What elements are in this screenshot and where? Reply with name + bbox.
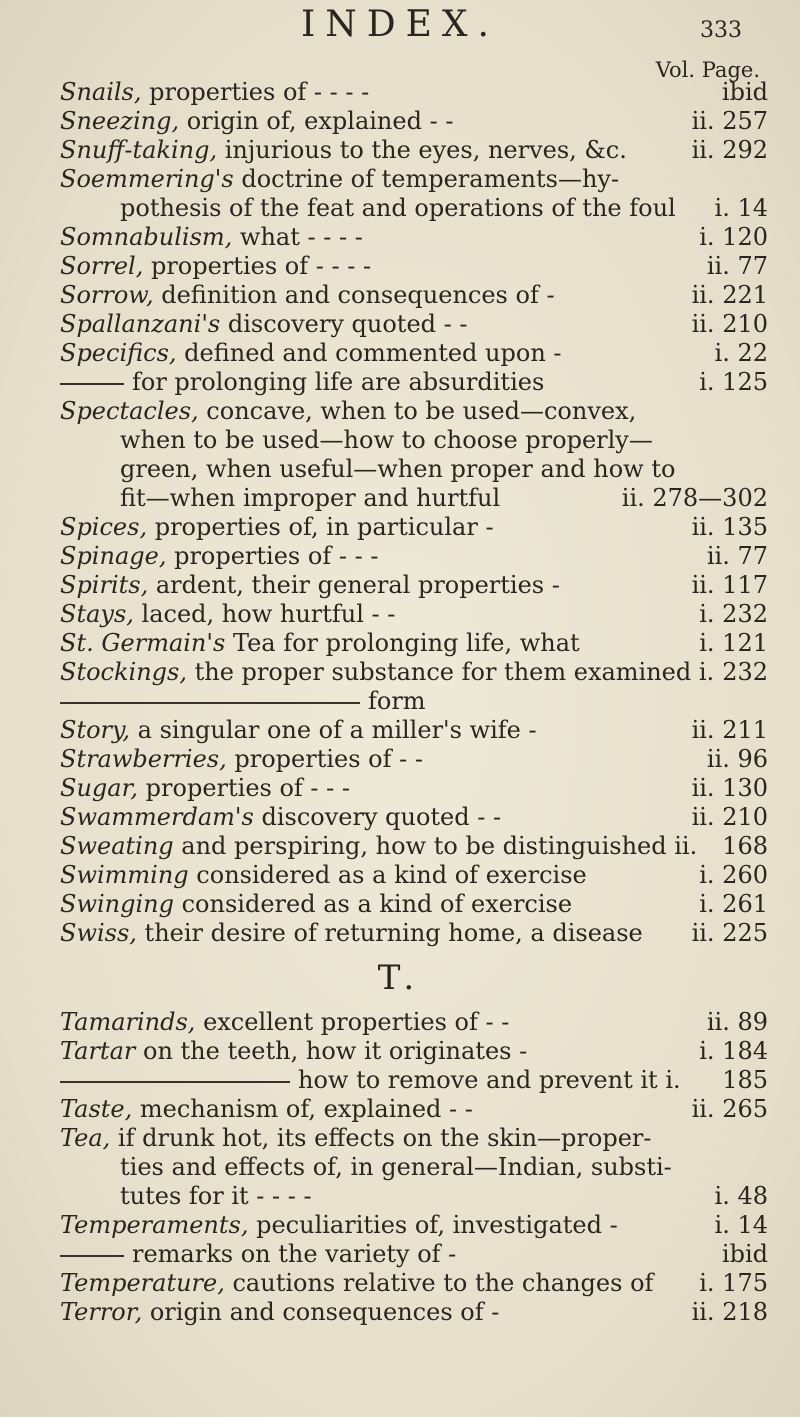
entry-body: properties of - - - - [143, 252, 372, 280]
entry-body: Tea for prolonging life, what [225, 629, 580, 657]
entry-body: tutes for it - - - - [120, 1182, 312, 1210]
column-header: Vol. Page. [655, 58, 760, 82]
entry-text [120, 1153, 672, 1182]
entry-text [60, 397, 636, 426]
entry-head: Spinage, [60, 542, 167, 570]
index-entry [0, 1066, 800, 1095]
entry-body: and perspiring, how to be distinguished ii. [173, 832, 698, 860]
entry-body: discovery quoted - - [253, 803, 502, 831]
entry-body: what - - - - [232, 223, 363, 251]
entry-reference: i. 184 [699, 1037, 768, 1065]
entry-head: Snuff-taking, [60, 136, 218, 164]
entry-body: cautions relative to the changes of [224, 1269, 654, 1297]
index-entry [0, 1182, 800, 1211]
entry-body: a singular one of a miller's wife - [130, 716, 537, 744]
entry-body: properties of - - - - [141, 78, 370, 106]
entry-reference: ii. 117 [691, 571, 768, 599]
entry-head: Taste, [60, 1095, 133, 1123]
entry-reference: ii. 221 [691, 281, 768, 309]
entry-text [60, 1066, 681, 1095]
index-entry [0, 1037, 800, 1066]
entry-text [60, 1095, 473, 1124]
entry-reference: i. 175 [699, 1269, 768, 1297]
index-entry [0, 890, 800, 919]
entry-reference: i. 261 [699, 890, 768, 918]
index-entry [0, 1298, 800, 1327]
entry-text [60, 600, 395, 629]
entry-body: properties of - - [226, 745, 423, 773]
section-letter: T. [377, 958, 423, 998]
entry-reference: ii. 211 [691, 716, 768, 744]
entry-head: Swammerdam's [60, 803, 254, 831]
entry-text [60, 223, 363, 252]
entry-reference: ii. 292 [691, 136, 768, 164]
entry-head: Spices, [60, 513, 148, 541]
entry-body: pothesis of the feat and operations of the foul [120, 194, 676, 222]
entry-text [60, 861, 587, 890]
entry-head: Terror, [60, 1298, 143, 1326]
entry-text [60, 745, 423, 774]
entry-text [60, 687, 426, 716]
entry-text [60, 339, 562, 368]
entry-body: laced, how hurtful - - [133, 600, 396, 628]
ditto-dash [60, 702, 360, 704]
entry-text [60, 832, 697, 861]
entry-head: Sneezing, [60, 107, 180, 135]
entry-body: remarks on the variety of - [132, 1240, 457, 1268]
entry-reference: ii. 130 [691, 774, 768, 802]
entry-text [60, 890, 572, 919]
entry-body: when to be used—how to choose properly— [120, 426, 653, 454]
entry-text [60, 919, 643, 948]
entry-reference: i. 14 [714, 1211, 768, 1239]
entry-body: mechanism of, explained - - [132, 1095, 473, 1123]
entry-reference: i. 125 [699, 368, 768, 396]
index-entry [0, 455, 800, 484]
entry-text [60, 165, 619, 194]
entry-reference: 168 [722, 832, 768, 860]
entry-body: considered as a kind of exercise [188, 861, 587, 889]
entry-reference: 185 [722, 1066, 768, 1094]
entry-reference: 232 [722, 658, 768, 686]
entry-reference: ii. 278—302 [621, 484, 768, 512]
entry-reference: ii. 135 [691, 513, 768, 541]
entry-text [60, 368, 544, 397]
entry-reference: i. 121 [699, 629, 768, 657]
entry-head: Spallanzani's [60, 310, 221, 338]
index-entry [0, 1008, 800, 1037]
entry-text [60, 281, 555, 310]
entry-head: St. Germain's [60, 629, 226, 657]
entry-text [60, 1211, 618, 1240]
entry-text [60, 513, 494, 542]
entry-reference: i. 14 [714, 194, 768, 222]
entry-body: properties of - - - [166, 542, 379, 570]
entry-head: Specifics, [60, 339, 177, 367]
index-entry [0, 513, 800, 542]
entry-reference: i. 48 [714, 1182, 768, 1210]
entry-head: Sorrel, [60, 252, 144, 280]
entry-body: if drunk hot, its effects on the skin—proper- [110, 1124, 652, 1152]
entry-text [60, 716, 537, 745]
index-entry [0, 1269, 800, 1298]
entry-text [120, 455, 675, 484]
index-entry [0, 397, 800, 426]
entry-text [60, 803, 501, 832]
entry-body: doctrine of temperaments—hy- [233, 165, 620, 193]
index-entry [0, 919, 800, 948]
index-entry [0, 1095, 800, 1124]
entry-head: Strawberries, [60, 745, 227, 773]
entry-reference: ii. 225 [691, 919, 768, 947]
entry-text [60, 1240, 456, 1269]
entry-head: Soemmering's [60, 165, 234, 193]
index-entry [0, 1211, 800, 1240]
page-number: 333 [700, 18, 742, 43]
entry-body: discovery quoted - - [220, 310, 468, 338]
ditto-dash [60, 1081, 290, 1083]
entry-body: defined and commented upon - [176, 339, 562, 367]
index-entry [0, 223, 800, 252]
index-entry [0, 107, 800, 136]
entry-body: excellent properties of - - [195, 1008, 510, 1036]
index-entry [0, 484, 800, 513]
entry-body: concave, when to be used—convex, [198, 397, 637, 425]
entry-text [120, 1182, 312, 1211]
entry-body: peculiarities of, investigated - [248, 1211, 618, 1239]
entry-head: Sweating [60, 832, 174, 860]
entry-head: Sorrow, [60, 281, 154, 309]
entry-head: Tea, [60, 1124, 111, 1152]
entry-head: Spectacles, [60, 397, 199, 425]
entry-body: injurious to the eyes, nerves, &c. [217, 136, 627, 164]
entry-head: Spirits, [60, 571, 149, 599]
entry-head: Swimming [60, 861, 189, 889]
entry-reference: ibid [721, 78, 768, 106]
entry-text [60, 310, 468, 339]
index-entry [0, 745, 800, 774]
entry-text [120, 484, 500, 513]
index-entry [0, 1153, 800, 1182]
index-entry [0, 136, 800, 165]
entry-reference: i. 260 [699, 861, 768, 889]
entry-reference: i. 22 [714, 339, 768, 367]
entry-text [120, 194, 676, 223]
entry-body: origin of, explained - - [179, 107, 454, 135]
entry-reference: ii. 210 [691, 803, 768, 831]
index-entry [0, 571, 800, 600]
index-entry [0, 716, 800, 745]
entry-text [60, 542, 378, 571]
index-entry [0, 194, 800, 223]
entry-text [60, 78, 369, 107]
index-entry [0, 368, 800, 397]
index-entry [0, 339, 800, 368]
index-entry [0, 687, 800, 716]
entry-text [60, 1298, 499, 1327]
index-entry [0, 426, 800, 455]
index-entry [0, 600, 800, 629]
entry-body: how to remove and prevent it i. [298, 1066, 681, 1094]
index-entry [0, 310, 800, 339]
entry-head: Somnabulism, [60, 223, 233, 251]
entry-reference: i. 120 [699, 223, 768, 251]
entry-reference: ii. 218 [691, 1298, 768, 1326]
index-entry [0, 832, 800, 861]
entry-body: ardent, their general properties - [148, 571, 560, 599]
entry-reference: ii. 210 [691, 310, 768, 338]
entry-text [60, 658, 714, 687]
entry-head: Temperaments, [60, 1211, 249, 1239]
entry-reference: ii. 257 [691, 107, 768, 135]
index-entry [0, 1124, 800, 1153]
entry-body: the proper substance for them examined i. [186, 658, 715, 686]
index-entry [0, 78, 800, 107]
entry-body: origin and consequences of - [142, 1298, 500, 1326]
index-entry [0, 658, 800, 687]
entry-head: Stockings, [60, 658, 187, 686]
entry-text [60, 1124, 652, 1153]
entry-text [60, 107, 453, 136]
entry-body: form [368, 687, 426, 715]
entry-reference: ii. 89 [706, 1008, 768, 1036]
entry-text [60, 1037, 527, 1066]
entry-body: ties and effects of, in general—Indian, substi- [120, 1153, 672, 1181]
entry-head: Tamarinds, [60, 1008, 196, 1036]
entry-head: Stays, [60, 600, 134, 628]
entry-reference: ii. 96 [706, 745, 768, 773]
entry-text [60, 1008, 509, 1037]
entry-text [60, 136, 627, 165]
ditto-dash [60, 1255, 124, 1257]
entry-body: properties of, in particular - [147, 513, 494, 541]
entry-text [60, 571, 560, 600]
entry-head: Snails, [60, 78, 142, 106]
entry-body: considered as a kind of exercise [173, 890, 573, 918]
entry-text [60, 629, 580, 658]
entry-text [120, 426, 653, 455]
index-entry [0, 281, 800, 310]
entry-body: for prolonging life are absurdities [132, 368, 545, 396]
entry-reference: ibid [721, 1240, 768, 1268]
index-entry [0, 861, 800, 890]
entry-body: green, when useful—when proper and how to [120, 455, 676, 483]
entry-body: fit—when improper and hurtful [120, 484, 501, 512]
index-entry [0, 165, 800, 194]
entry-body: definition and consequences of - [153, 281, 555, 309]
entry-text [60, 252, 371, 281]
index-entry [0, 803, 800, 832]
page-title: INDEX. [301, 4, 499, 45]
entry-head: Temperature, [60, 1269, 225, 1297]
entry-reference: ii. 77 [706, 542, 768, 570]
entry-reference: i. 232 [699, 600, 768, 628]
entry-text [60, 774, 350, 803]
index-entry [0, 542, 800, 571]
entry-head: Tartar [60, 1037, 136, 1065]
entry-head: Story, [60, 716, 131, 744]
entry-body: their desire of returning home, a disease [136, 919, 643, 947]
index-entry [0, 774, 800, 803]
entry-body: properties of - - - [138, 774, 351, 802]
index-entries [0, 78, 800, 1327]
entry-text [60, 1269, 653, 1298]
index-entry [0, 252, 800, 281]
entry-head: Swiss, [60, 919, 137, 947]
ditto-dash [60, 383, 124, 385]
entry-reference: ii. 265 [691, 1095, 768, 1123]
entry-head: Sugar, [60, 774, 139, 802]
entry-body: on the teeth, how it originates - [135, 1037, 528, 1065]
entry-reference: ii. 77 [706, 252, 768, 280]
index-entry [0, 1240, 800, 1269]
index-entry [0, 629, 800, 658]
entry-head: Swinging [60, 890, 174, 918]
